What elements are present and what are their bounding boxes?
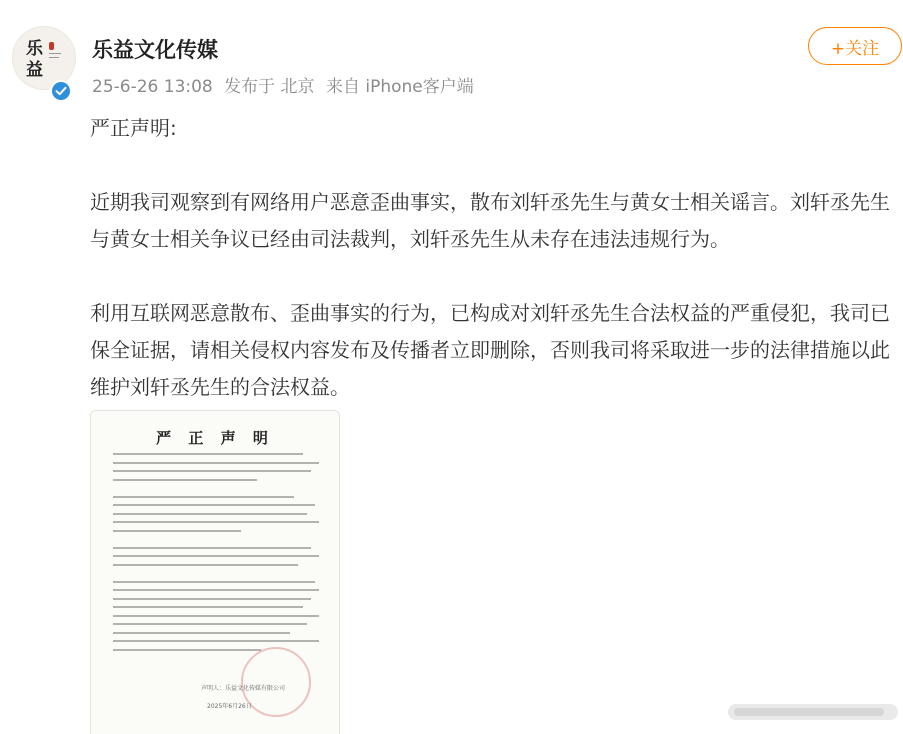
doc-text-line: [113, 606, 303, 608]
doc-text-line: [113, 632, 290, 634]
post-paragraph-1: 近期我司观察到有网络用户恶意歪曲事实，散布刘轩丞先生与黄女士相关谣言。刘轩丞先生与黄女士相关争议已经由司法裁判，刘轩丞先生从未存在违法违规行为。: [90, 190, 890, 251]
doc-text-line: [113, 513, 307, 515]
post-source: 来自 iPhone客户端: [325, 77, 474, 97]
doc-text-line: [113, 623, 307, 625]
paragraph-gap: [90, 258, 896, 295]
avatar-logo-icon: [13, 27, 75, 89]
doc-text-line: [113, 615, 319, 617]
post-location: 发布于 北京: [224, 77, 315, 97]
post-body: [90, 110, 896, 406]
post-timestamp[interactable]: 25-6-26 13:08: [92, 77, 213, 97]
doc-text-line: [113, 453, 303, 455]
paragraph-gap: [90, 147, 896, 184]
follow-button[interactable]: +关注: [808, 27, 902, 65]
doc-text-line: [113, 555, 319, 557]
doc-text-line: [113, 470, 311, 472]
doc-text-line: [113, 581, 315, 583]
post-paragraph-2: 利用互联网恶意散布、歪曲事实的行为，已构成对刘轩丞先生合法权益的严重侵犯，我司已保全证据，请相关侵权内容发布及传播者立即删除，否则我司将采取进一步的法律措施以此维护刘轩丞先生的合法权益。: [90, 301, 890, 399]
avatar[interactable]: [12, 26, 76, 90]
doc-text-line: [113, 530, 241, 532]
post-heading: 严正声明:: [90, 116, 177, 140]
svg-text:乐: 乐: [26, 39, 43, 59]
doc-text-line: [113, 564, 298, 566]
account-name[interactable]: 乐益文化传媒: [92, 38, 218, 62]
doc-text-line: [113, 479, 257, 481]
doc-text-line: [113, 598, 311, 600]
doc-title: 严 正 声 明: [156, 429, 274, 447]
doc-text-line: [113, 521, 319, 523]
verified-badge-icon: [50, 80, 72, 102]
doc-date: 2025年6月26日: [207, 703, 252, 710]
doc-text-line: [113, 649, 261, 651]
doc-text-line: [113, 589, 319, 591]
image-watermark: [728, 700, 898, 724]
post-meta: [92, 72, 480, 97]
attached-statement-image[interactable]: [90, 410, 340, 734]
doc-text-line: [113, 462, 319, 464]
doc-text-lines: [113, 453, 319, 657]
doc-text-line: [113, 504, 315, 506]
doc-text-line: [113, 640, 319, 642]
svg-text:益: 益: [26, 60, 43, 80]
doc-text-line: [113, 547, 311, 549]
doc-signer: 声明人：乐益文化传媒有限公司: [201, 685, 286, 692]
doc-text-line: [113, 496, 294, 498]
